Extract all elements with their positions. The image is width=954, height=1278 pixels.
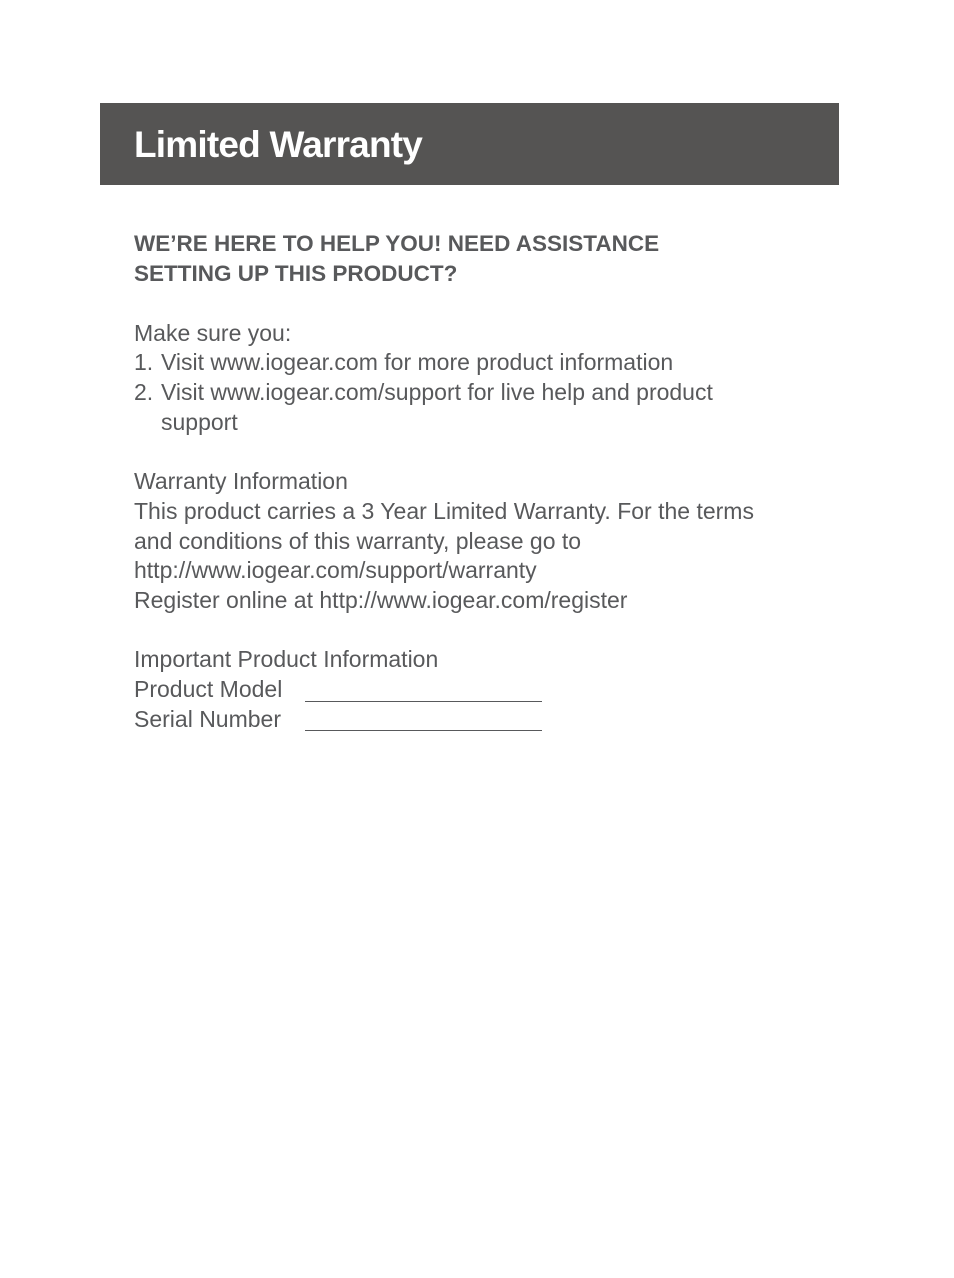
help-headline [134, 229, 814, 289]
spacer [134, 289, 814, 319]
page-title: Limited Warranty [134, 124, 423, 165]
help-section [134, 319, 814, 438]
list-number: 2. [134, 379, 154, 406]
product-model-field[interactable] [305, 700, 542, 702]
serial-number-row [134, 705, 814, 735]
warranty-section [134, 467, 814, 616]
list-item [134, 378, 814, 437]
product-model-label: Product Model [134, 676, 283, 703]
headline-line-2: SETTING UP THIS PRODUCT? [134, 261, 458, 286]
spacer [134, 616, 814, 646]
document-body [134, 229, 814, 734]
warranty-url: http://www.iogear.com/support/warranty [134, 557, 537, 584]
register-text: Register online at http://www.iogear.com/register [134, 587, 628, 613]
list-text: Visit www.iogear.com/support for live help and product [161, 379, 713, 406]
list-item [134, 348, 814, 378]
product-info-section [134, 645, 814, 734]
product-model-row [134, 675, 814, 705]
list-text-continuation: support [161, 408, 238, 435]
spacer [134, 438, 814, 468]
warranty-text-line: and conditions of this warranty, please go to [134, 527, 582, 554]
serial-number-label: Serial Number [134, 705, 281, 732]
list-text: Visit www.iogear.com for more product information [161, 349, 674, 376]
list-number: 1. [134, 349, 154, 376]
header-bar [100, 103, 839, 185]
product-info-heading: Important Product Information [134, 646, 439, 673]
serial-number-field[interactable] [305, 729, 542, 731]
help-intro: Make sure you: [134, 319, 292, 346]
warranty-heading: Warranty Information [134, 468, 348, 495]
headline-line-1: WE’RE HERE TO HELP YOU! NEED ASSISTANCE [134, 231, 660, 256]
warranty-text-line: This product carries a 3 Year Limited Warranty. For the terms [134, 497, 754, 524]
